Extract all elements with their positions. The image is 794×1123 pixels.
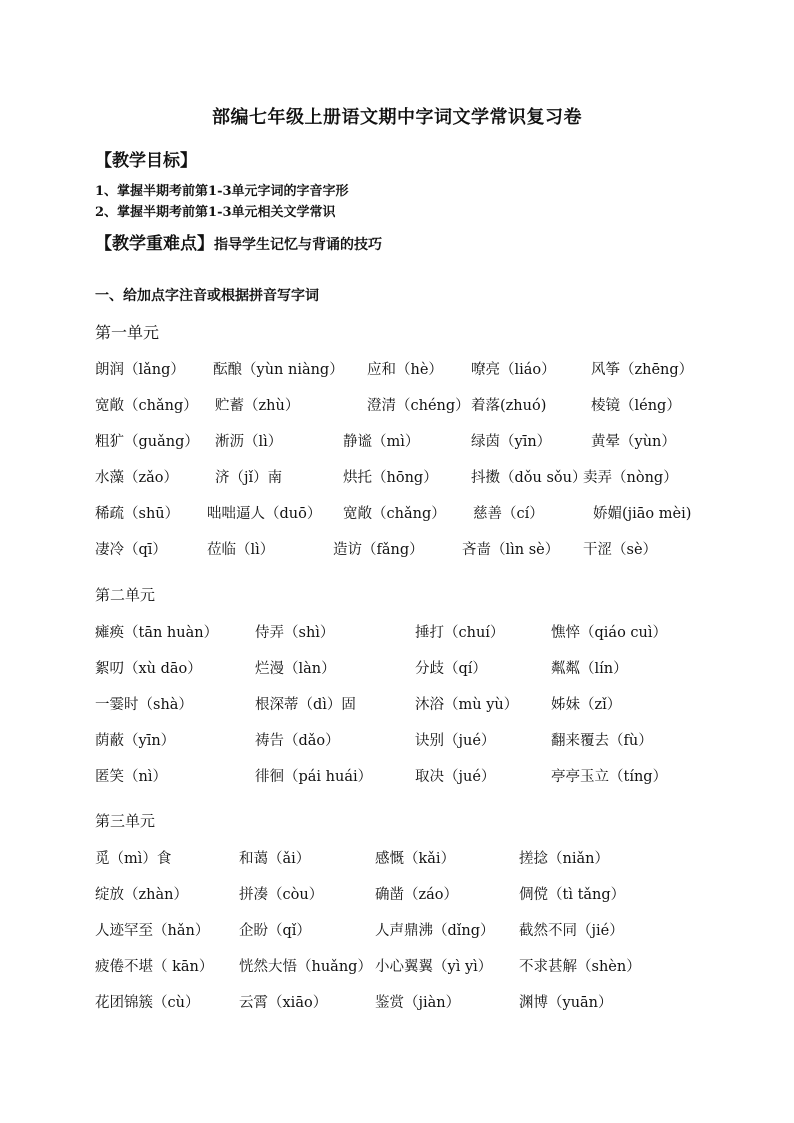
word-entry: 静谧（mì） bbox=[343, 434, 420, 450]
word-entry: 烘托（hōng） bbox=[343, 470, 438, 486]
word-entry: 憔悴（qiáo cuì） bbox=[551, 625, 667, 641]
word-row bbox=[95, 430, 735, 452]
word-row bbox=[95, 358, 735, 380]
word-row bbox=[95, 847, 735, 869]
word-row bbox=[95, 919, 735, 941]
word-entry: 确凿（záo） bbox=[375, 887, 459, 903]
word-entry: 沐浴（mù yù） bbox=[415, 697, 519, 713]
word-entry: 绽放（zhàn） bbox=[95, 887, 188, 903]
word-entry: 粗犷（guǎng） bbox=[95, 434, 199, 450]
word-entry: 慈善（cí） bbox=[473, 506, 544, 522]
unit-1-heading: 第一单元 bbox=[95, 323, 160, 342]
word-entry: 人迹罕至（hǎn） bbox=[95, 923, 210, 939]
word-entry: 渊博（yuān） bbox=[519, 995, 613, 1011]
word-row bbox=[95, 729, 735, 751]
word-entry: 卖弄（nòng） bbox=[583, 470, 678, 486]
word-row bbox=[95, 394, 735, 416]
word-entry: 咄咄逼人（duō） bbox=[207, 506, 322, 522]
word-entry: 澄清（chéng） bbox=[367, 398, 470, 414]
word-entry: 济（jǐ）南 bbox=[215, 470, 283, 486]
word-entry: 亭亭玉立（tíng） bbox=[551, 769, 668, 785]
word-entry: 恍然大悟（huǎng） bbox=[239, 959, 372, 975]
word-entry: 棱镜（léng） bbox=[591, 398, 681, 414]
word-entry: 稀疏（shū） bbox=[95, 506, 180, 522]
unit-2-heading: 第二单元 bbox=[95, 586, 156, 604]
word-entry: 倜傥（tì tǎng） bbox=[519, 887, 626, 903]
word-row bbox=[95, 502, 735, 524]
teaching-goals-heading: 【教学目标】 bbox=[95, 151, 197, 171]
word-entry: 着落(zhuó) bbox=[471, 398, 547, 414]
word-entry: 粼粼（lín） bbox=[551, 661, 628, 677]
word-entry: 嘹亮（liáo） bbox=[471, 362, 556, 378]
section-1-heading: 一、给加点字注音或根据拼音写字词 bbox=[95, 288, 319, 304]
word-entry: 宽敞（chǎng） bbox=[343, 506, 446, 522]
word-entry: 淅沥（lì） bbox=[215, 434, 283, 450]
word-entry: 瘫痪（tān huàn） bbox=[95, 625, 219, 641]
word-entry: 凄冷（qī） bbox=[95, 542, 167, 558]
unit-3-heading: 第三单元 bbox=[95, 812, 156, 830]
word-entry: 黄晕（yùn） bbox=[591, 434, 676, 450]
word-entry: 根深蒂（dì）固 bbox=[255, 697, 356, 713]
word-entry: 诀别（jué） bbox=[415, 733, 496, 749]
word-entry: 人声鼎沸（dǐng） bbox=[375, 923, 495, 939]
word-entry: 酝酿（yùn niàng） bbox=[213, 362, 344, 378]
word-entry: 水藻（zǎo） bbox=[95, 470, 179, 486]
word-entry: 应和（hè） bbox=[367, 362, 443, 378]
word-row bbox=[95, 538, 735, 560]
word-entry: 疲倦不堪（ kān） bbox=[95, 959, 214, 975]
word-entry: 荫蔽（yīn） bbox=[95, 733, 176, 749]
word-entry: 鉴赏（jiàn） bbox=[375, 995, 461, 1011]
word-entry: 絮叨（xù dāo） bbox=[95, 661, 202, 677]
word-row bbox=[95, 693, 735, 715]
word-row bbox=[95, 883, 735, 905]
word-entry: 抖擞（dǒu sǒu） bbox=[471, 470, 587, 486]
document-title: 部编七年级上册语文期中字词文学常识复习卷 bbox=[212, 107, 582, 128]
word-entry: 取决（jué） bbox=[415, 769, 496, 785]
word-entry: 云霄（xiāo） bbox=[239, 995, 328, 1011]
word-entry: 截然不同（jié） bbox=[519, 923, 624, 939]
word-entry: 和蔼（ǎi） bbox=[239, 851, 311, 867]
teaching-difficulty-text: 指导学生记忆与背诵的技巧 bbox=[214, 237, 382, 253]
word-entry: 分歧（qí） bbox=[415, 661, 487, 677]
word-entry: 风筝（zhēng） bbox=[591, 362, 694, 378]
word-entry: 觅（mì）食 bbox=[95, 851, 172, 867]
word-entry: 吝啬（lìn sè） bbox=[462, 542, 560, 558]
word-row bbox=[95, 765, 735, 787]
word-entry: 莅临（lì） bbox=[207, 542, 275, 558]
word-entry: 捶打（chuí） bbox=[415, 625, 505, 641]
word-entry: 感慨（kǎi） bbox=[375, 851, 456, 867]
word-entry: 贮蓄（zhù） bbox=[215, 398, 300, 414]
word-row bbox=[95, 621, 735, 643]
goal-item-1: 1、掌握半期考前第1-3单元字词的字音字形 bbox=[95, 184, 349, 199]
word-entry: 侍弄（shì） bbox=[255, 625, 335, 641]
word-entry: 绿茵（yīn） bbox=[471, 434, 552, 450]
word-entry: 宽敞（chǎng） bbox=[95, 398, 198, 414]
word-row bbox=[95, 955, 735, 977]
word-row bbox=[95, 991, 735, 1013]
word-entry: 烂漫（làn） bbox=[255, 661, 336, 677]
word-entry: 不求甚解（shèn） bbox=[519, 959, 641, 975]
word-entry: 姊妹（zǐ） bbox=[551, 697, 622, 713]
word-entry: 朗润（lǎng） bbox=[95, 362, 185, 378]
word-entry: 造访（fǎng） bbox=[333, 542, 424, 558]
word-entry: 徘徊（pái huái） bbox=[255, 769, 373, 785]
word-entry: 花团锦簇（cù） bbox=[95, 995, 200, 1011]
word-entry: 企盼（qǐ） bbox=[239, 923, 311, 939]
word-row bbox=[95, 657, 735, 679]
teaching-difficulty-heading: 【教学重难点】 bbox=[95, 234, 214, 254]
word-entry: 干涩（sè） bbox=[583, 542, 658, 558]
word-entry: 拼凑（còu） bbox=[239, 887, 324, 903]
word-entry: 小心翼翼（yì yì） bbox=[375, 959, 493, 975]
word-entry: 匿笑（nì） bbox=[95, 769, 167, 785]
word-entry: 翻来覆去（fù） bbox=[551, 733, 653, 749]
teaching-difficulty-line bbox=[95, 229, 382, 254]
word-entry: 搓捻（niǎn） bbox=[519, 851, 609, 867]
word-entry: 一霎时（shà） bbox=[95, 697, 193, 713]
word-row bbox=[95, 466, 735, 488]
word-entry: 娇媚(jiāo mèi) bbox=[593, 506, 692, 522]
goal-item-2: 2、掌握半期考前第1-3单元相关文学常识 bbox=[95, 205, 336, 220]
word-entry: 祷告（dǎo） bbox=[255, 733, 340, 749]
